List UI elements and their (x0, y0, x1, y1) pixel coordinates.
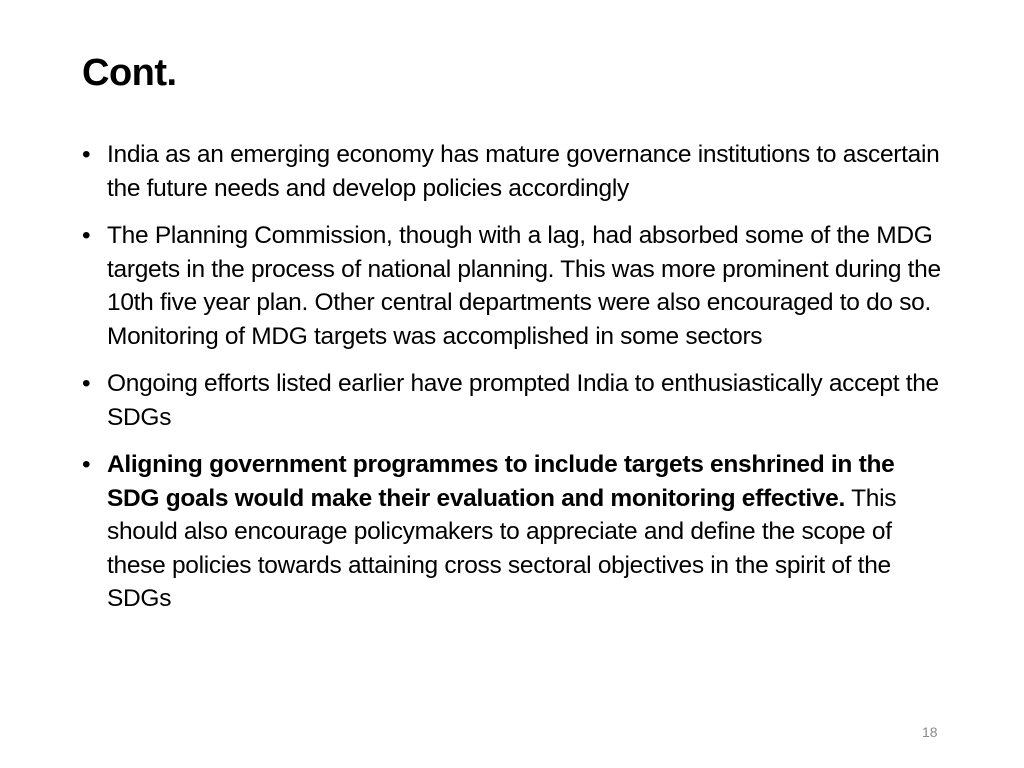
bullet-text: The Planning Commission, though with a lag, had absorbed some of the MDG targets in the process of national planning. This was more prominent during the 10th five year plan. Other central departments were also encouraged to do so. Monitoring of MDG targets was accomplished in some sectors (107, 222, 941, 350)
slide-title: Cont. (82, 52, 177, 94)
bullet-dot-icon: • (82, 141, 91, 168)
page-number: 18 (922, 724, 938, 740)
bullet-item (82, 367, 944, 434)
bullet-item (82, 219, 944, 353)
bullet-dot-icon: • (82, 451, 91, 478)
bullet-dot-icon: • (82, 370, 91, 397)
bullet-bold-text: Aligning government programmes to include targets enshrined in the SDG goals would make their evaluation and monitoring effective. (107, 451, 895, 512)
bullet-text: Ongoing efforts listed earlier have prompted India to enthusiastically accept the SDGs (107, 370, 939, 431)
bullet-list (82, 138, 944, 630)
bullet-item (82, 138, 944, 205)
bullet-dot-icon: • (82, 222, 91, 249)
bullet-item (82, 448, 944, 616)
bullet-text: This should also encourage policymakers to appreciate and define the scope of these policies towards attaining cross sectoral objectives in the spirit of the SDGs (107, 484, 897, 612)
bullet-text: India as an emerging economy has mature governance institutions to ascertain the future needs and develop policies accordingly (107, 141, 940, 202)
